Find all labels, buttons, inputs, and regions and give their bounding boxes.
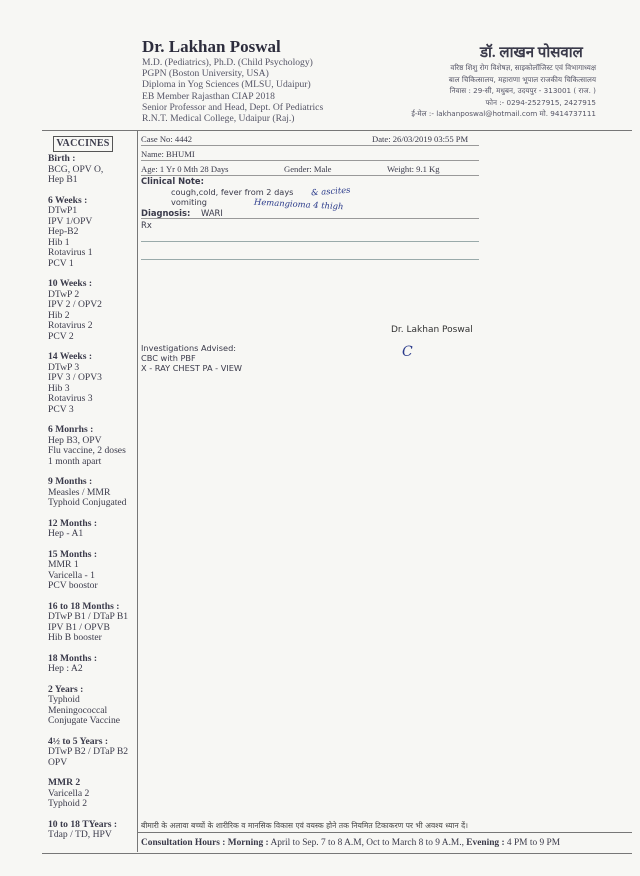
doctor-qualifications: [142, 57, 323, 124]
vaccine-item: DTwP B2 / DTaP B2: [48, 746, 129, 757]
vaccine-item: Measles / MMR: [48, 486, 111, 498]
doctor-details-hindi: [336, 62, 596, 120]
vaccine-group: [48, 602, 140, 644]
vaccine-group-heading: 10 Weeks :: [48, 278, 93, 289]
consultation-hours: [141, 838, 560, 848]
vaccine-group: [48, 519, 140, 540]
vaccine-item: PCV 1: [48, 257, 74, 269]
vaccine-item: IPV 3 / OPV3: [48, 372, 102, 383]
rx-divider-2: [141, 259, 479, 260]
vaccine-item: Hib 3: [48, 382, 70, 394]
vaccine-item: Hib 1: [48, 236, 70, 248]
vaccine-group-heading: 15 Months :: [48, 548, 98, 560]
doctor-signature: Dr. Lakhan Poswal: [391, 325, 473, 335]
vaccine-item: BCG, OPV O,: [48, 163, 104, 175]
vaccine-item: Conjugate Vaccine: [48, 715, 121, 726]
vaccines-title: VACCINES: [53, 136, 113, 152]
qualification-line: Senior Professor and Head, Dept. Of Pediatrics: [142, 101, 324, 113]
vaccine-group: [48, 279, 140, 342]
doctor-name: Dr. Lakhan Poswal: [142, 37, 281, 56]
vaccine-group: [48, 778, 140, 810]
consultation-label: Consultation Hours :: [141, 838, 226, 848]
header-divider: [42, 130, 632, 131]
vaccine-item: Hep : A2: [48, 663, 83, 674]
vaccine-item: Typhoid: [48, 694, 80, 705]
vaccine-item: IPV 2 / OPV2: [48, 299, 102, 310]
case-number: Case No: 4442: [141, 134, 193, 144]
morning-hours: April to Sep. 7 to 8 A.M, Oct to March 8 to 9 A.M.,: [270, 838, 464, 848]
patient-age: Age: 1 Yr 0 Mth 28 Days: [141, 164, 229, 174]
clinical-note-label: Clinical Note:: [141, 176, 204, 186]
investigations-label: Investigations Advised:: [141, 343, 237, 353]
vaccine-item: Varicella - 1: [48, 569, 95, 581]
hindi-detail-line: बाल चिकित्सालय, महाराणा भूपाल राजकीय चिकित्सालय: [448, 74, 596, 84]
vaccine-group: [48, 352, 140, 415]
vaccine-item: DTwP1: [48, 205, 78, 216]
vaccine-item: DTwP B1 / DTaP B1: [48, 611, 129, 622]
vaccine-item: Hep-B2: [48, 226, 79, 237]
vaccine-group-heading: 12 Months :: [48, 517, 98, 529]
investigation-item: CBC with PBF: [141, 353, 196, 363]
vaccine-item: Hib B booster: [48, 632, 102, 643]
qualification-line: M.D. (Pediatrics), Ph.D. (Child Psychology): [142, 57, 313, 68]
morning-label: Morning :: [227, 838, 269, 848]
vaccine-item: Tdap / TD, HPV: [48, 829, 112, 840]
vaccine-group: [48, 154, 140, 186]
vaccine-group: [48, 196, 140, 270]
vaccine-group-heading: 2 Years :: [48, 683, 84, 695]
vaccine-group-heading: 4½ to 5 Years :: [48, 735, 109, 747]
diagnosis-divider: [141, 218, 479, 219]
evening-label: Evening :: [466, 838, 505, 848]
vaccine-group-heading: 14 Weeks :: [48, 351, 93, 362]
hindi-detail-line: फोन :- 0294-2527915, 2427915: [485, 97, 596, 107]
evening-hours: 4 PM to 9 PM: [506, 838, 561, 848]
vaccine-item: Flu vaccine, 2 doses: [48, 445, 126, 456]
vaccine-item: Meningococcal: [48, 704, 108, 716]
vaccine-group: [48, 737, 140, 769]
vaccine-item: Hep B3, OPV: [48, 434, 102, 446]
rx-divider-1: [141, 241, 479, 242]
rx-symbol: Rx: [141, 220, 152, 230]
vaccine-item: Hep - A1: [48, 528, 84, 539]
vaccine-group-heading: MMR 2: [48, 777, 81, 788]
vaccine-item: Rotavirus 1: [48, 247, 93, 258]
vaccine-group-heading: 6 Weeks :: [48, 194, 88, 206]
vaccine-group: [48, 654, 140, 675]
vaccine-item: PCV boostor: [48, 580, 98, 591]
vaccine-item: Hib 2: [48, 309, 70, 321]
vaccine-group: [48, 477, 140, 509]
vaccine-group-heading: 18 Months :: [48, 652, 98, 664]
vaccine-group-heading: 16 to 18 Months :: [48, 600, 120, 612]
clinical-note-line: vomiting: [171, 197, 207, 207]
handwritten-mark: C: [402, 344, 413, 360]
vaccine-item: PCV 3: [48, 403, 74, 415]
vaccine-item: Rotavirus 2: [48, 320, 93, 331]
diagnosis-value: WARI: [201, 208, 223, 218]
investigation-item: X - RAY CHEST PA - VIEW: [141, 363, 242, 373]
qualification-line: PGPN (Boston University, USA): [142, 68, 269, 80]
handwritten-note: & ascites: [310, 184, 351, 198]
handwritten-note: Hemangioma 4 thigh: [253, 196, 344, 212]
vaccine-item: 1 month apart: [48, 455, 102, 467]
patient-weight: Weight: 9.1 Kg: [387, 164, 440, 174]
hindi-detail-line: ई-मेल :- lakhanposwal@hotmail.com मो. 9414737111: [411, 109, 596, 118]
clinical-note-line: cough,cold, fever from 2 days: [171, 187, 294, 197]
diagnosis-label: Diagnosis:: [141, 208, 191, 218]
vaccine-group-heading: 10 to 18 TYears :: [48, 818, 118, 830]
case-divider: [141, 145, 479, 146]
vaccine-item: Typhoid Conjugated: [48, 497, 127, 508]
footer-divider: [137, 832, 632, 833]
vaccine-schedule: [48, 154, 140, 851]
vaccine-item: Typhoid 2: [48, 798, 88, 809]
footer-hindi-note: बीमारी के अलावा बच्चों के शारीरिक व मानसिक विकास एवं वयस्क होने तक नियमित टिकाकरण पर भी अवश्य ध्यान दें।: [141, 821, 468, 830]
name-divider: [141, 160, 479, 161]
qualification-line: EB Member Rajasthan CIAP 2018: [142, 90, 275, 102]
vaccine-item: IPV B1 / OPVB: [48, 621, 110, 633]
vaccine-group: [48, 820, 140, 841]
vaccine-item: Rotavirus 3: [48, 393, 93, 404]
qualification-line: Diploma in Yog Sciences (MLSU, Udaipur): [142, 79, 311, 91]
vaccine-item: Hep B1: [48, 174, 78, 185]
vaccine-group-heading: 9 Months :: [48, 476, 93, 487]
vaccine-group: [48, 550, 140, 592]
patient-name: Name: BHUMI: [141, 149, 195, 159]
hindi-detail-line: निवास : 29-सी, मधुबन, उदयपुर - 313001 ( राज. ): [449, 86, 596, 95]
hindi-detail-line: वरिष्ठ शिशु रोग विशेषज्ञ, साइकोलॉजिस्ट एवं विभागाध्यक्ष: [450, 63, 596, 72]
qualification-line: R.N.T. Medical College, Udaipur (Raj.): [142, 113, 295, 125]
bottom-border: [42, 853, 632, 854]
vaccine-item: IPV 1/OPV: [48, 215, 93, 227]
visit-date: Date: 26/03/2019 03:55 PM: [372, 134, 469, 144]
vaccine-item: DTwP 3: [48, 361, 80, 373]
vaccine-group: [48, 425, 140, 467]
vaccine-item: OPV: [48, 756, 68, 768]
patient-gender: Gender: Male: [284, 164, 332, 174]
doctor-name-hindi: डॉ. लाखन पोसवाल: [480, 45, 583, 61]
vaccine-item: MMR 1: [48, 559, 79, 570]
vaccine-group-heading: Birth :: [48, 153, 76, 164]
vaccine-item: Varicella 2: [48, 787, 90, 799]
vaccine-group: [48, 685, 140, 727]
vaccine-item: PCV 2: [48, 330, 74, 342]
vaccine-item: DTwP 2: [48, 288, 80, 300]
vaccine-group-heading: 6 Monrhs :: [48, 424, 94, 435]
